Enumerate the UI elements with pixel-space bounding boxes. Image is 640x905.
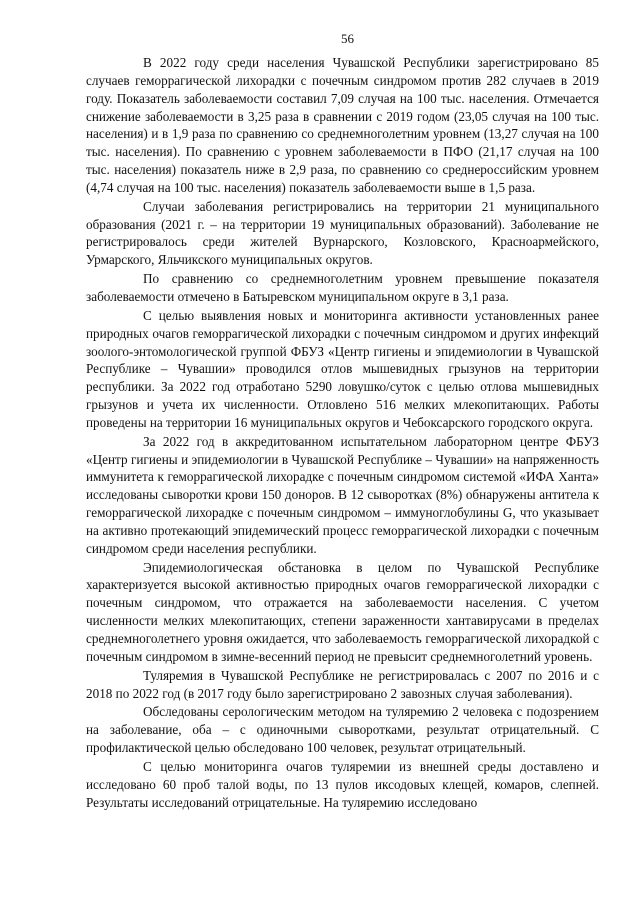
paragraph-epidemiological-situation: Эпидемиологическая обстановка в целом по Чувашской Республике характеризуется высокой активностью природных очагов геморрагической лихорадки с почечным синдромом, что отражается на заболеваемости населения. С учетом численности мелких млекопитающих, степени зараженности хантавирусами в пределах среднемноголетнего уровня ожидается, что заболеваемость геморрагической лихорадкой с почечным синдромом в зимне-весенний период не превысит среднемноголетний уровень.: [86, 559, 599, 664]
paragraph-tularemia-serology: Обследованы серологическим методом на туляремию 2 человека с подозрением на заболевание, оба – с одиночными сыворотками, результат отрицательный. С профилактической целью обследовано 100 человек, результат отрицательный.: [86, 704, 599, 756]
paragraph-hfrs-incidence: В 2022 году среди населения Чувашской Республики зарегистрировано 85 случаев геморрагической лихорадки с почечным синдромом против 282 случаев в 2019 году. Показатель заболеваемости составил 7,09 случая на 100 тыс. населения. Отмечается снижение заболеваемости в 3,25 раза в сравнении с 2019 годом (23,05 случая на 100 тыс. населения) и в 1,9 раза по сравнению со среднемноголетним уровнем (13,27 случая на 100 тыс. населения). По сравнению с уровнем заболеваемости в ПФО (21,17 случая на 100 тыс. населения) показатель ниже в 2,9 раза, по сравнению со среднероссийским уровнем (4,74 случая на 100 тыс. населения) показатель заболеваемости выше в 1,5 раза.: [86, 55, 599, 195]
paragraph-tularemia-registration: Туляремия в Чувашской Республике не регистрировалась с 2007 по 2016 и с 2018 по 2022 год (в 2017 году было зарегистрировано 2 завозных случая заболевания).: [86, 667, 599, 701]
page-number: 56: [341, 31, 354, 46]
paragraph-batyrevo-excess: По сравнению со среднемноголетним уровнем превышение показателя заболеваемости отмечено в Батыревском муниципальном округе в 3,1 раза.: [86, 271, 599, 304]
paragraph-donor-serology: За 2022 год в аккредитованном испытательном лабораторном центре ФБУЗ «Центр гигиены и эпидемиологии в Чувашской Республике – Чувашии» на напряженность иммунитета к геморрагической лихорадке с почечным синдромом системой «ИФА Ханта» исследованы сыворотки крови 150 доноров. В 12 сыворотках (8%) обнаружены антитела к геморрагической лихорадке с почечным синдромом – иммуноглобулины G, что указывает на активно протекающий эпидемический процесс геморрагической лихорадки с почечным синдромом среди населения республики.: [86, 433, 599, 556]
paragraph-tularemia-environment: С целью мониторинга очагов туляремии из внешней среды доставлено и исследовано 60 проб талой воды, по 13 пулов иксодовых клещей, комаров, слепней. Результаты исследований отрицательные. На туляремию исследовано: [86, 758, 599, 810]
paragraph-rodent-monitoring: С целью выявления новых и мониторинга активности установленных ранее природных очагов геморрагической лихорадки с почечным синдромом и других инфекций зоолого-энтомологической группой ФБУЗ «Центр гигиены и эпидемиологии в Чувашской Республике – Чувашии» проводился отлов мышевидных грызунов на территории республики. За 2022 год отработано 5290 ловушко/суток с целью отлова мышевидных грызунов и учета их численности. Отловлено 516 мелких млекопитающих. Работы проведены на территории 16 муниципальных округов и Чебоксарского городского округа.: [86, 307, 599, 430]
paragraph-municipal-cases: Случаи заболевания регистрировались на территории 21 муниципального образования (2021 г. – на территории 19 муниципальных образований). Заболевание не регистрировалось среди жителей Вурнарского, Козловского, Красноармейского, Урмарского, Яльчикского муниципальных округов.: [86, 198, 599, 268]
